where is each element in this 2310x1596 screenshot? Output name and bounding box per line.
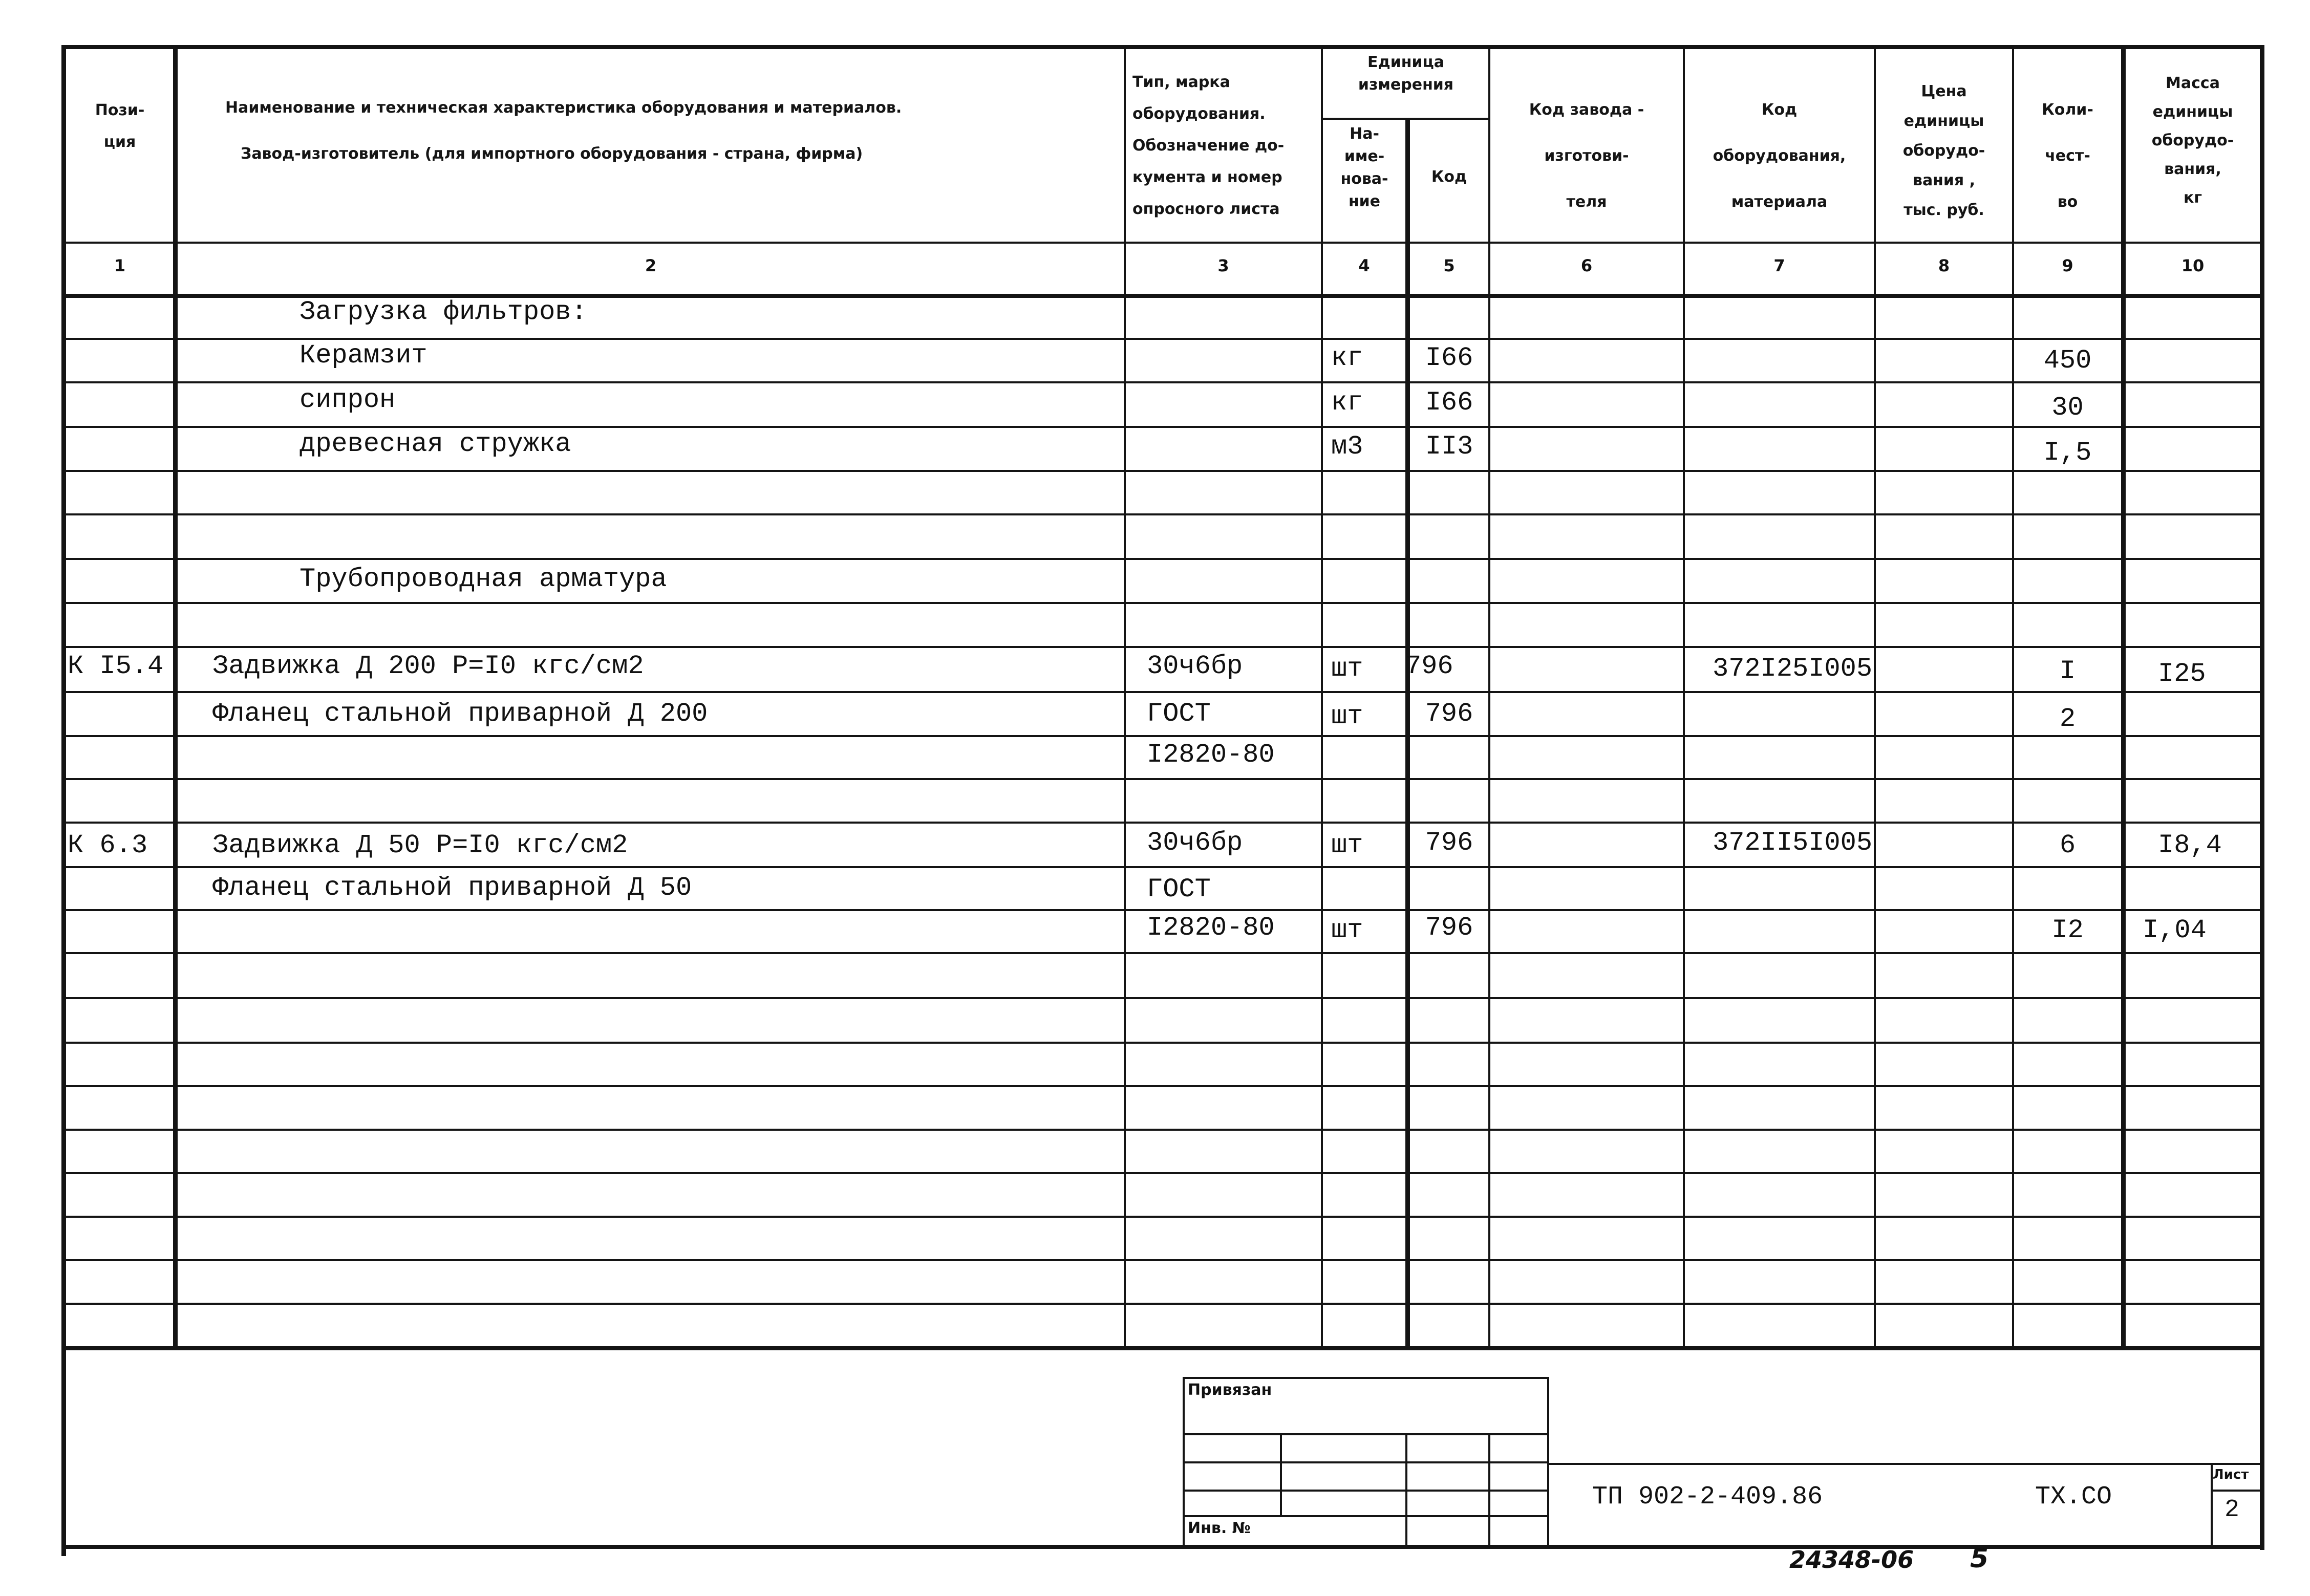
- col-divider-2: [1124, 46, 1126, 1348]
- stamp-line-4: [1183, 1515, 1549, 1517]
- header-bottom-line: [61, 242, 2263, 244]
- table-rule: [61, 513, 2263, 515]
- table-row-item-name: Задвижка Д 50 Р=I0 кгс/см2: [212, 830, 628, 860]
- col-divider-9: [2121, 46, 2126, 1348]
- col-divider-8: [2012, 46, 2014, 1348]
- col-number-9: 9: [2062, 256, 2073, 275]
- table-rule: [61, 1303, 2263, 1305]
- table-rule: [61, 866, 2263, 868]
- table-rule: [61, 822, 2263, 824]
- table-row-unit-code: I66: [1425, 387, 1473, 418]
- table-row-item-name: Задвижка Д 200 Р=I0 кгс/см2: [212, 651, 644, 681]
- header-type: Тип, марка оборудования. Обозначение до- кумента и номер опросного листа: [1132, 73, 1285, 218]
- frame-bottom: [61, 1545, 2264, 1549]
- table-row-unit-code: 796: [1425, 828, 1473, 858]
- table-row-quantity: 30: [2051, 393, 2084, 423]
- col-number-1: 1: [114, 256, 126, 275]
- table-rule: [61, 952, 2263, 954]
- header-mass: Масса единицы оборудо- вания, кг: [2151, 74, 2234, 207]
- table-rule: [61, 909, 2263, 911]
- col-divider-6: [1683, 46, 1685, 1348]
- table-row-unit-code: 796: [1405, 651, 1453, 681]
- col-number-6: 6: [1580, 256, 1593, 275]
- table-row-unit: шт: [1331, 830, 1363, 860]
- table-rule: [61, 1172, 2263, 1174]
- table-rule: [61, 338, 2263, 340]
- sheet-box-divider: [2211, 1490, 2262, 1492]
- table-rule: [61, 1259, 2263, 1261]
- table-row-item-name: сипрон: [300, 385, 396, 415]
- table-row-unit: шт: [1331, 701, 1363, 731]
- stamp-bound-label: Привязан: [1188, 1381, 1272, 1399]
- table-row-quantity: 2: [2059, 704, 2076, 734]
- col-number-2: 2: [645, 256, 657, 275]
- stamp-col-3: [1488, 1433, 1490, 1546]
- table-bottom-line: [61, 1346, 2263, 1350]
- col-number-7: 7: [1773, 256, 1785, 275]
- stamp-col-2: [1405, 1433, 1407, 1546]
- table-row-unit-code: 796: [1425, 913, 1473, 943]
- header-price: Цена единицы оборудо- вания , тыс. руб.: [1902, 82, 1985, 219]
- document-code: ТХ.СО: [2035, 1482, 2112, 1512]
- table-row-type: I2820-80: [1147, 740, 1275, 770]
- table-row-item-name: Фланец стальной приварной Д 200: [212, 699, 708, 729]
- page-mark: 5: [1970, 1543, 1989, 1574]
- col-number-8: 8: [1938, 256, 1950, 275]
- table-rule: [61, 1085, 2263, 1087]
- table-row-type: 30ч6бр: [1147, 828, 1243, 858]
- col-divider-5: [1488, 46, 1490, 1348]
- stamp-line-1: [1183, 1433, 1549, 1435]
- table-rule: [61, 1129, 2263, 1131]
- frame-right: [2260, 45, 2264, 1550]
- table-rule: [61, 470, 2263, 472]
- col-divider-4: [1405, 118, 1410, 1348]
- table-row-item-name: Фланец стальной приварной Д 50: [212, 873, 692, 903]
- table-row-type: I2820-80: [1147, 913, 1275, 943]
- table-row-item-name: Загрузка фильтров:: [300, 297, 587, 327]
- table-row-quantity: 6: [2059, 830, 2076, 860]
- table-row-mass: I8,4: [2158, 830, 2222, 860]
- col-divider-1: [173, 46, 178, 1348]
- col-divider-3: [1321, 46, 1323, 1348]
- header-equipment-code: Код оборудования, материала: [1713, 101, 1846, 211]
- table-row-unit-code: II3: [1425, 432, 1473, 462]
- table-row-unit-code: 796: [1425, 699, 1473, 729]
- table-row-type: ГОСТ: [1147, 874, 1211, 904]
- header-quantity: Коли- чест- во: [2042, 101, 2093, 211]
- table-row-unit: шт: [1331, 654, 1363, 684]
- stamp-inventory-label: Инв. №: [1188, 1519, 1251, 1537]
- table-row-unit-code: I66: [1425, 343, 1473, 373]
- table-row-equipment-code: 372I25I005: [1713, 654, 1873, 684]
- table-row-mass: I,04: [2143, 915, 2207, 945]
- frame-left: [61, 46, 66, 1556]
- table-row-quantity: I: [2059, 656, 2076, 686]
- table-rule: [61, 646, 2263, 648]
- archive-number: 24348-06: [1789, 1546, 1914, 1573]
- col-divider-7: [1874, 46, 1876, 1348]
- col-number-4: 4: [1358, 256, 1370, 275]
- table-row-section-title: Трубопроводная арматура: [300, 564, 667, 594]
- unit-group-line: [1321, 118, 1488, 120]
- table-row-quantity: 450: [2043, 346, 2092, 376]
- header-unit-code: Код: [1431, 168, 1467, 186]
- document-number: ТП 902-2-409.86: [1592, 1482, 1823, 1512]
- table-rule: [61, 426, 2263, 428]
- table-row-unit: м3: [1331, 432, 1363, 462]
- table-row-item-name: древесная стружка: [300, 429, 571, 459]
- stamp-line-3: [1183, 1490, 1549, 1492]
- table-rule: [61, 602, 2263, 604]
- col-number-10: 10: [2181, 256, 2205, 275]
- table-rule: [61, 1216, 2263, 1218]
- sheet-label: Лист: [2213, 1467, 2249, 1482]
- table-row-position: К I5.4: [68, 651, 164, 681]
- table-rule: [61, 997, 2263, 999]
- title-block-top: [1547, 1463, 2263, 1465]
- table-row-quantity: I2: [2051, 915, 2084, 945]
- table-row-item-name: Керамзит: [300, 340, 427, 371]
- header-unit-group: Единица измерения: [1358, 53, 1454, 94]
- stamp-box-top: [1183, 1377, 1549, 1379]
- header-name-line1: Наименование и техническая характеристика оборудования и материалов.: [225, 99, 902, 117]
- header-position: Пози- ция: [95, 101, 145, 151]
- table-row-type: 30ч6бр: [1147, 651, 1243, 681]
- col-number-5: 5: [1443, 256, 1455, 275]
- table-row-equipment-code: 372II5I005: [1713, 828, 1873, 858]
- table-row-position: К 6.3: [68, 830, 148, 860]
- table-row-type: ГОСТ: [1147, 699, 1211, 729]
- table-row-mass: I25: [2158, 659, 2206, 689]
- stamp-line-2: [1183, 1461, 1549, 1463]
- table-row-unit: шт: [1331, 915, 1363, 945]
- col-number-3: 3: [1217, 256, 1229, 275]
- table-rule: [61, 691, 2263, 693]
- table-row-unit: кг: [1331, 387, 1363, 418]
- table-rule: [61, 381, 2263, 383]
- table-rule: [61, 735, 2263, 737]
- frame-top: [61, 45, 2263, 49]
- table-row-quantity: I,5: [2043, 438, 2092, 468]
- sheet-number: 2: [2225, 1496, 2239, 1524]
- table-rule: [61, 558, 2263, 560]
- table-rule: [61, 778, 2263, 780]
- header-plant-code: Код завода - изготови- теля: [1529, 101, 1644, 211]
- table-row-unit: кг: [1331, 343, 1363, 373]
- table-rule: [61, 1042, 2263, 1044]
- stamp-col-1: [1280, 1433, 1282, 1515]
- header-name-line2: Завод-изготовитель (для импортного оборудования - страна, фирма): [241, 145, 863, 163]
- header-unit-name: На- име- нова- ние: [1340, 125, 1388, 210]
